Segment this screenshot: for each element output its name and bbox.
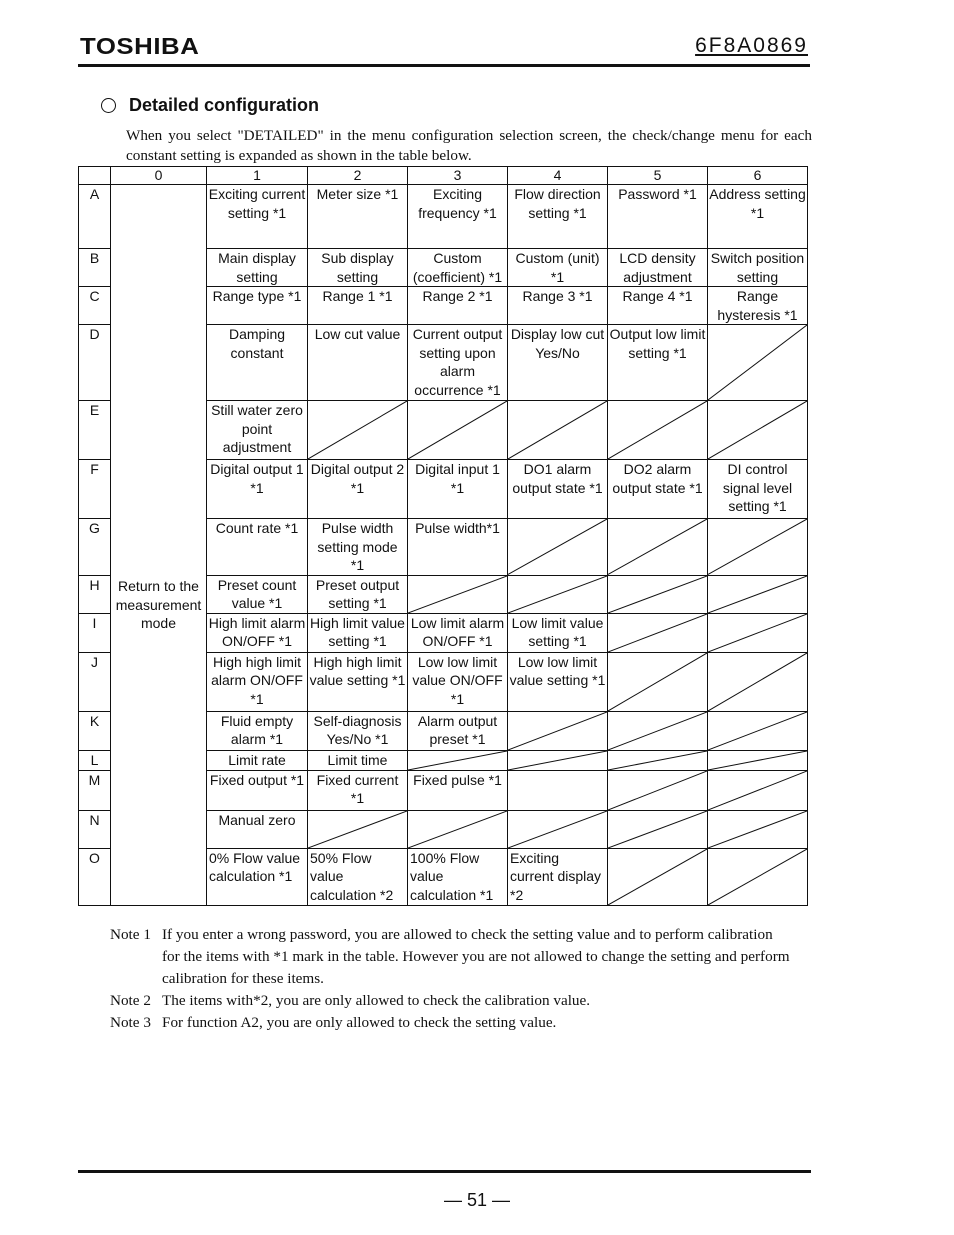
diagonal-slash-icon [508, 401, 607, 459]
diagonal-slash-icon [608, 401, 707, 459]
row-label: F [79, 460, 111, 519]
diagonal-slash-icon [308, 811, 407, 848]
brand-logo: TOSHIBA [80, 33, 200, 59]
table-cell: Output low limit setting *1 [608, 325, 708, 401]
section-heading [101, 95, 319, 116]
table-cell: 50% Flow value calculation *2 [308, 848, 408, 905]
row-label: E [79, 401, 111, 460]
note-label: Note 1 [110, 926, 151, 943]
diagonal-slash-icon [708, 811, 807, 848]
row-label: B [79, 249, 111, 287]
diagonal-slash-icon [608, 849, 707, 905]
not-applicable-cell [408, 401, 508, 460]
diagonal-slash-icon [408, 401, 507, 459]
table-cell: Current output setting upon alarm occurrence *1 [408, 325, 508, 401]
table-cell: Limit rate [207, 750, 308, 770]
not-applicable-cell [608, 810, 708, 848]
row-label: L [79, 750, 111, 770]
not-applicable-cell [508, 750, 608, 770]
table-cell: Fixed pulse *1 [408, 770, 508, 810]
diagonal-slash-icon [508, 751, 607, 770]
diagonal-slash-icon [508, 712, 607, 750]
note-text: If you enter a wrong password, you are allowed to check the setting value and to perform calibration for the items with *1 mark in the table. However you are not allowed to change the setting and perform calibration for these items. [162, 926, 790, 987]
table-cell: Password *1 [608, 185, 708, 249]
configuration-table [78, 166, 808, 906]
table-cell: Main display setting [207, 249, 308, 287]
not-applicable-cell [708, 770, 808, 810]
table-cell: Range 3 *1 [508, 287, 608, 325]
diagonal-slash-icon [608, 751, 707, 770]
column-header: 5 [608, 167, 708, 185]
note-text: For function A2, you are only allowed to check the setting value. [162, 1014, 557, 1031]
not-applicable-cell [708, 325, 808, 401]
not-applicable-cell [708, 750, 808, 770]
diagonal-slash-icon [608, 519, 707, 575]
row-label: M [79, 770, 111, 810]
not-applicable-cell [708, 401, 808, 460]
table-header-row [79, 167, 808, 185]
diagonal-slash-icon [708, 576, 807, 613]
row-label: A [79, 185, 111, 249]
diagonal-slash-icon [408, 576, 507, 613]
table-cell: LCD density adjustment [608, 249, 708, 287]
notes [110, 924, 790, 1034]
row-label: N [79, 810, 111, 848]
note-text: The items with*2, you are only allowed to check the calibration value. [162, 992, 591, 1009]
not-applicable-cell [608, 770, 708, 810]
note-item [110, 990, 790, 1012]
table-cell: Range 1 *1 [308, 287, 408, 325]
table-cell: Low low limit value setting *1 [508, 652, 608, 711]
row-label: G [79, 519, 111, 576]
table-cell: Exciting current display *2 [508, 848, 608, 905]
diagonal-slash-icon [608, 614, 707, 652]
page-number: — 51 — [443, 1190, 511, 1210]
header-rule [78, 64, 810, 67]
not-applicable-cell [508, 575, 608, 613]
not-applicable-cell [708, 711, 808, 750]
diagonal-slash-icon [508, 811, 607, 848]
diagonal-slash-icon [408, 751, 507, 770]
table-cell: Range 2 *1 [408, 287, 508, 325]
table-cell: Low limit value setting *1 [508, 613, 608, 652]
diagonal-slash-icon [708, 519, 807, 575]
row-label: D [79, 325, 111, 401]
table-cell: Switch position setting [708, 249, 808, 287]
table-cell: High high limit alarm ON/OFF *1 [207, 652, 308, 711]
table-cell: 100% Flow value calculation *1 [408, 848, 508, 905]
table-cell: DO2 alarm output state *1 [608, 460, 708, 519]
not-applicable-cell [608, 848, 708, 905]
not-applicable-cell [508, 810, 608, 848]
table-cell: Digital output 2 *1 [308, 460, 408, 519]
row-label: H [79, 575, 111, 613]
not-applicable-cell [508, 519, 608, 576]
table-cell: Exciting current setting *1 [207, 185, 308, 249]
not-applicable-cell [608, 575, 708, 613]
table-cell: Manual zero [207, 810, 308, 848]
table-cell: High high limit value setting *1 [308, 652, 408, 711]
diagonal-slash-icon [608, 712, 707, 750]
table-cell: Range hysteresis *1 [708, 287, 808, 325]
table-cell: Digital input 1 *1 [408, 460, 508, 519]
column-header: 3 [408, 167, 508, 185]
column-header: 6 [708, 167, 808, 185]
table-cell: Low limit alarm ON/OFF *1 [408, 613, 508, 652]
not-applicable-cell [508, 401, 608, 460]
diagonal-slash-icon [708, 849, 807, 905]
not-applicable-cell [308, 810, 408, 848]
table-cell: Custom (unit) *1 [508, 249, 608, 287]
not-applicable-cell [708, 810, 808, 848]
not-applicable-cell [708, 848, 808, 905]
return-to-measurement-cell: Return to the measurement mode [111, 185, 207, 906]
diagonal-slash-icon [608, 576, 707, 613]
table-cell: Exciting frequency *1 [408, 185, 508, 249]
note-label: Note 2 [110, 992, 151, 1009]
table-cell: Preset count value *1 [207, 575, 308, 613]
intro-paragraph: When you select "DETAILED" in the menu configuration selection screen, the check/change menu for each constant setting is expanded as shown in the table below. [126, 127, 812, 164]
row-label: O [79, 848, 111, 905]
table-row [79, 185, 808, 249]
table-cell: Self-diagnosis Yes/No *1 [308, 711, 408, 750]
not-applicable-cell [608, 652, 708, 711]
table-cell: Limit time [308, 750, 408, 770]
diagonal-slash-icon [608, 771, 707, 810]
diagonal-slash-icon [508, 576, 607, 613]
table-cell: High limit value setting *1 [308, 613, 408, 652]
not-applicable-cell [308, 401, 408, 460]
table-cell: Meter size *1 [308, 185, 408, 249]
column-header: 1 [207, 167, 308, 185]
diagonal-slash-icon [508, 519, 607, 575]
table-cell: 0% Flow value calculation *1 [207, 848, 308, 905]
not-applicable-cell [708, 519, 808, 576]
table-cell: Fixed output *1 [207, 770, 308, 810]
not-applicable-cell [408, 575, 508, 613]
table-cell: Preset output setting *1 [308, 575, 408, 613]
row-label: J [79, 652, 111, 711]
table-cell: DO1 alarm output state *1 [508, 460, 608, 519]
table-cell: Digital output 1 *1 [207, 460, 308, 519]
column-header: 2 [308, 167, 408, 185]
note-item [110, 924, 790, 990]
not-applicable-cell [708, 652, 808, 711]
document-number-text: 6F8A0869 [695, 34, 808, 57]
diagonal-slash-icon [608, 811, 707, 848]
table-cell: Still water zero point adjustment [207, 401, 308, 460]
diagonal-slash-icon [608, 653, 707, 711]
diagonal-slash-icon [708, 751, 807, 770]
table-cell: Fluid empty alarm *1 [207, 711, 308, 750]
not-applicable-cell [508, 711, 608, 750]
diagonal-slash-icon [308, 401, 407, 459]
not-applicable-cell [608, 711, 708, 750]
table-cell: Flow direction setting *1 [508, 185, 608, 249]
table-cell: Range 4 *1 [608, 287, 708, 325]
diagonal-slash-icon [708, 712, 807, 750]
table-cell: DI control signal level setting *1 [708, 460, 808, 519]
table-cell: Fixed current *1 [308, 770, 408, 810]
column-header: 4 [508, 167, 608, 185]
diagonal-slash-icon [708, 614, 807, 652]
table-cell: Alarm output preset *1 [408, 711, 508, 750]
not-applicable-cell [608, 750, 708, 770]
column-header: 0 [111, 167, 207, 185]
not-applicable-cell [608, 613, 708, 652]
diagonal-slash-icon [708, 325, 807, 400]
not-applicable-cell [608, 401, 708, 460]
note-item [110, 1012, 790, 1034]
table-cell: Damping constant [207, 325, 308, 401]
table-cell: Address setting *1 [708, 185, 808, 249]
diagonal-slash-icon [408, 811, 507, 848]
table-cell: Display low cut Yes/No [508, 325, 608, 401]
circle-bullet-icon [101, 98, 116, 113]
table-cell [508, 770, 608, 810]
row-label: C [79, 287, 111, 325]
table-cell: High limit alarm ON/OFF *1 [207, 613, 308, 652]
row-label: K [79, 711, 111, 750]
not-applicable-cell [408, 810, 508, 848]
table-cell: Pulse width setting mode *1 [308, 519, 408, 576]
not-applicable-cell [408, 750, 508, 770]
table-cell: Pulse width*1 [408, 519, 508, 576]
table-cell: Count rate *1 [207, 519, 308, 576]
table-cell: Range type *1 [207, 287, 308, 325]
table-cell: Sub display setting [308, 249, 408, 287]
note-label: Note 3 [110, 1014, 151, 1031]
table-cell: Low low limit value ON/OFF *1 [408, 652, 508, 711]
section-title: Detailed configuration [129, 95, 320, 115]
footer-rule [78, 1170, 811, 1173]
diagonal-slash-icon [708, 653, 807, 711]
not-applicable-cell [708, 575, 808, 613]
not-applicable-cell [608, 519, 708, 576]
table-cell: Low cut value [308, 325, 408, 401]
diagonal-slash-icon [708, 401, 807, 459]
document-number [695, 34, 808, 58]
row-label: I [79, 613, 111, 652]
table-cell: Custom (coefficient) *1 [408, 249, 508, 287]
not-applicable-cell [708, 613, 808, 652]
table-corner-cell [79, 167, 111, 185]
diagonal-slash-icon [708, 771, 807, 810]
